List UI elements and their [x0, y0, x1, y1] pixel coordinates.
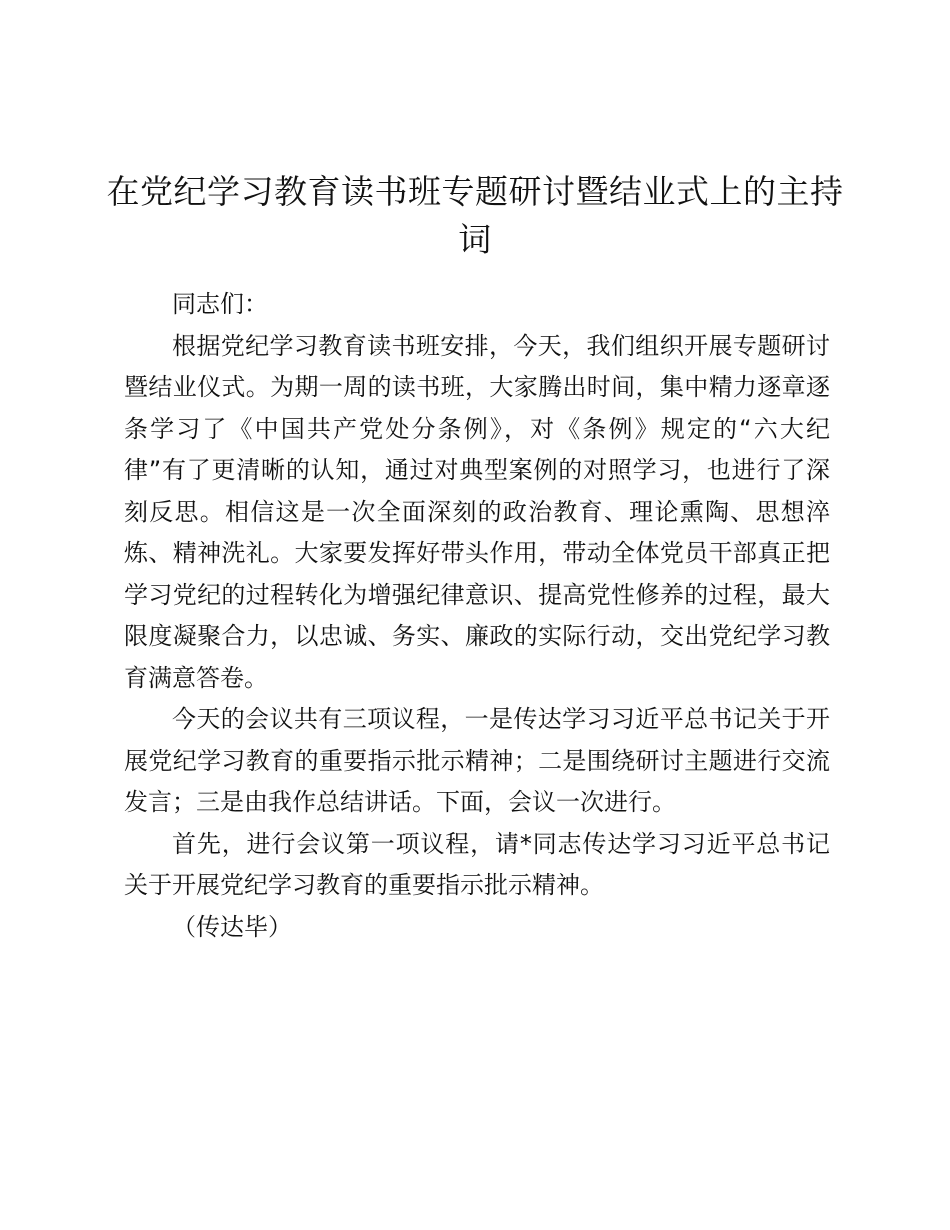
intro-paragraph: 根据党纪学习教育读书班安排，今天，我们组织开展专题研讨暨结业仪式。为期一周的读书班，大家腾出时间，集中精力逐章逐条学习了《中国共产党处分条例》，对《条例》规定的“六大纪律”有了更清晰的认知，通过对典型案例的对照学习，也进行了深刻反思。相信这是一次全面深刻的政治教育、理论熏陶、思想淬炼、精神洗礼。大家要发挥好带头作用，带动全体党员干部真正把学习党纪的过程转化为增强纪律意识、提高党性修养的过程，最大限度凝聚合力，以忠诚、务实、廉政的实际行动，交出党纪学习教育满意答卷。 [124, 331, 830, 692]
first-agenda-item-paragraph: 首先，进行会议第一项议程，请*同志传达学习习近平总书记关于开展党纪学习教育的重要指示批示精神。 [124, 829, 830, 899]
stage-note-paragraph: （传达毕） [172, 912, 292, 941]
agenda-paragraph: 今天的会议共有三项议程，一是传达学习习近平总书记关于开展党纪学习教育的重要指示批示精神；二是围绕研讨主题进行交流发言；三是由我作总结讲话。下面，会议一次进行。 [124, 705, 830, 816]
salutation-paragraph: 同志们： [172, 290, 268, 318]
document-title: 在党纪学习教育读书班专题研讨暨结业式上的主持词 [106, 172, 844, 259]
document-body [124, 284, 830, 948]
